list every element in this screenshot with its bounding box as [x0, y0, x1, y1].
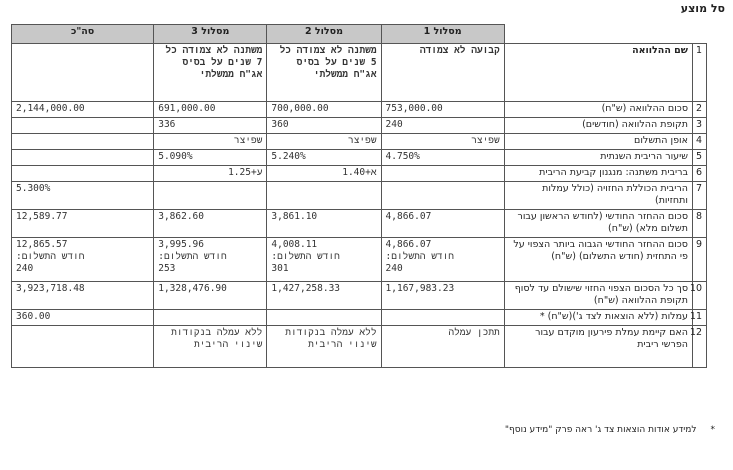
cell-total: 5.300%	[12, 182, 154, 210]
cell-total	[12, 166, 154, 182]
header-route-3: מסלול 3	[154, 25, 267, 44]
cell-route-1: 753,000.00	[381, 102, 504, 118]
cell-route-3: ע+1.25	[154, 166, 267, 182]
cell-route-1	[381, 182, 504, 210]
cell-route-1: שפיצר	[381, 134, 504, 150]
page-title: סל מוצע	[680, 2, 725, 15]
row-number: 1	[692, 44, 706, 102]
footnote	[505, 425, 715, 435]
cell-route-1	[381, 310, 504, 326]
cell-route-3: 1,328,476.90	[154, 282, 267, 310]
cell-route-3: 3,995.96 חודש התשלום: 253	[154, 238, 267, 282]
cell-total: 2,144,000.00	[12, 102, 154, 118]
cell-route-2	[267, 182, 381, 210]
header-row	[12, 25, 707, 44]
cell-route-1	[381, 166, 504, 182]
cell-route-1: 240	[381, 118, 504, 134]
table-row	[12, 44, 707, 102]
cell-route-2: 3,861.10	[267, 210, 381, 238]
table-row	[12, 326, 707, 368]
cell-total	[12, 118, 154, 134]
cell-total: 3,923,718.48	[12, 282, 154, 310]
cell-route-3	[154, 310, 267, 326]
row-label: סך כל הסכום הצפוי החזוי שישולם עד לסוף תקופת ההלוואה (ש"ח)	[504, 282, 692, 310]
row-label: הריבית הכוללת החזויה (כולל עמלות ותחזיות)	[504, 182, 692, 210]
loan-mix-table	[11, 24, 707, 368]
table-row	[12, 150, 707, 166]
row-label: שם ההלוואה	[504, 44, 692, 102]
row-label: תקופת ההלוואה (חודשים)	[504, 118, 692, 134]
row-number: 10	[692, 282, 706, 310]
row-label: סכום ההחזר החודשי (לחודש הראשון עבור תשלום מלא) (ש"ח)	[504, 210, 692, 238]
cell-route-3: 3,862.60	[154, 210, 267, 238]
cell-route-3	[154, 182, 267, 210]
row-label: שיעור הריבית השנתית	[504, 150, 692, 166]
cell-route-3: 5.090%	[154, 150, 267, 166]
header-blank-index	[692, 25, 706, 44]
cell-total	[12, 326, 154, 368]
row-label: אופן התשלום	[504, 134, 692, 150]
row-label: האם קיימת עמלת פירעון מוקדם עבור הפרשי ריבית	[504, 326, 692, 368]
cell-route-2	[267, 310, 381, 326]
row-label: סכום ההלוואה (ש"ח)	[504, 102, 692, 118]
cell-route-1: תתכן עמלה	[381, 326, 504, 368]
row-label: סכום ההחזר החודשי הגבוה ביותר הצפוי על פי התחזית (חודש התשלום) (ש"ח)	[504, 238, 692, 282]
cell-route-1: 4,866.07	[381, 210, 504, 238]
footnote-text: למידע אודות הוצאות צד ג' ראה פרק "מידע נוסף"	[504, 425, 697, 435]
cell-total: 12,865.57 חודש התשלום: 240	[12, 238, 154, 282]
cell-route-1: 1,167,983.23	[381, 282, 504, 310]
table-row	[12, 310, 707, 326]
row-number: 9	[692, 238, 706, 282]
row-number: 8	[692, 210, 706, 238]
cell-route-2: 4,008.11 חודש התשלום: 301	[267, 238, 381, 282]
cell-route-2: 5.240%	[267, 150, 381, 166]
table-row	[12, 102, 707, 118]
row-number: 2	[692, 102, 706, 118]
footnote-star: *	[710, 425, 715, 435]
table-body	[12, 44, 707, 368]
cell-route-2: א+1.40	[267, 166, 381, 182]
cell-route-3: שפיצר	[154, 134, 267, 150]
cell-route-1: 4.750%	[381, 150, 504, 166]
row-label: עמלות (ללא הוצאות לצד ג')(ש"ח) *	[504, 310, 692, 326]
cell-route-1: 4,866.07 חודש התשלום: 240	[381, 238, 504, 282]
table-row	[12, 182, 707, 210]
cell-route-3: משתנה לא צמודה כל 7 שנים על בסיס אג"ח ממשלתי	[154, 44, 267, 102]
table-row	[12, 166, 707, 182]
cell-total	[12, 44, 154, 102]
cell-total	[12, 134, 154, 150]
cell-total: 12,589.77	[12, 210, 154, 238]
cell-total: 360.00	[12, 310, 154, 326]
header-total: סה"כ	[12, 25, 154, 44]
cell-route-2: שפיצר	[267, 134, 381, 150]
header-blank-label	[504, 25, 692, 44]
row-number: 12	[692, 326, 706, 368]
cell-route-3: 336	[154, 118, 267, 134]
cell-total	[12, 150, 154, 166]
row-number: 7	[692, 182, 706, 210]
row-number: 3	[692, 118, 706, 134]
table-row	[12, 134, 707, 150]
row-number: 4	[692, 134, 706, 150]
table-row	[12, 210, 707, 238]
cell-route-2: ללא עמלה בנקודות שינוי הריבית	[267, 326, 381, 368]
row-number: 11	[692, 310, 706, 326]
header-route-1: מסלול 1	[381, 25, 504, 44]
cell-route-2: 1,427,258.33	[267, 282, 381, 310]
row-label: בריבית משתנה: מנגנון קביעת הריבית	[504, 166, 692, 182]
cell-route-1: קבועה לא צמודה	[381, 44, 504, 102]
cell-route-3: ללא עמלה בנקודות שינוי הריבית	[154, 326, 267, 368]
cell-route-2: משתנה לא צמודה כל 5 שנים על בסיס אג"ח ממשלתי	[267, 44, 381, 102]
row-number: 6	[692, 166, 706, 182]
cell-route-2: 360	[267, 118, 381, 134]
table-row	[12, 282, 707, 310]
header-route-2: מסלול 2	[267, 25, 381, 44]
cell-route-2: 700,000.00	[267, 102, 381, 118]
cell-route-3: 691,000.00	[154, 102, 267, 118]
table-row	[12, 238, 707, 282]
row-number: 5	[692, 150, 706, 166]
table-row	[12, 118, 707, 134]
